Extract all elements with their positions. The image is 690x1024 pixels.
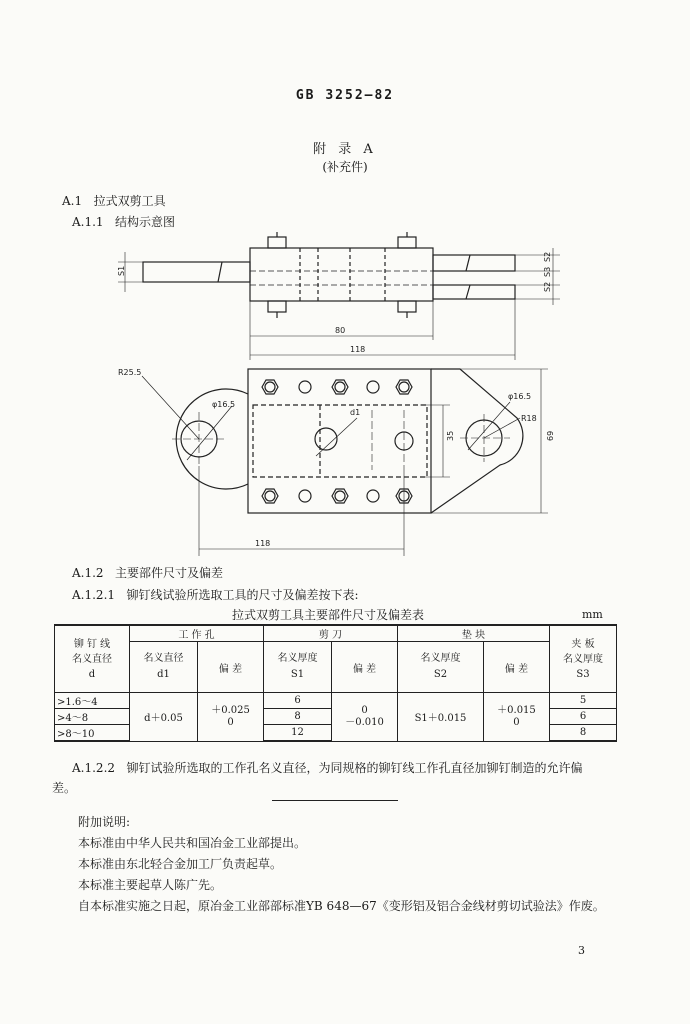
plate-thickness-value: 8 xyxy=(550,725,617,742)
sub-pad-deviation: 偏 差 xyxy=(483,642,549,693)
dim-d1: d1 xyxy=(350,408,361,417)
hole-deviation-value: ＋0.025 0 xyxy=(198,693,264,742)
group-shear-blade: 剪 刀 xyxy=(264,625,398,642)
table-caption: 拉式双剪工具主要部件尺寸及偏差表 xyxy=(232,608,425,622)
section-a12-title: 主要部件尺寸及偏差 xyxy=(115,566,224,580)
table-row xyxy=(55,693,617,709)
notes-line: 本标准由东北轻合金加工厂负责起草。 xyxy=(78,857,283,871)
sub-hole-diameter: 名义直径 d1 xyxy=(130,642,198,693)
plate-thickness-value: 6 xyxy=(550,709,617,725)
section-a121 xyxy=(72,586,359,603)
col-rivet-diameter: 铆 钉 线 名义直径 d xyxy=(55,625,130,693)
dim-r25-5: R25.5 xyxy=(118,368,142,377)
dim-s3-mid: S3 xyxy=(543,266,552,277)
dim-118-side: 118 xyxy=(350,345,366,354)
dim-s2-bottom: S2 xyxy=(543,281,552,292)
section-a121-number: A.1.2.1 xyxy=(72,588,116,602)
divider xyxy=(272,800,398,801)
section-a12-number: A.1.2 xyxy=(72,566,104,580)
section-a1-title: 拉式双剪工具 xyxy=(93,194,166,208)
section-a11-number: A.1.1 xyxy=(72,215,104,229)
dim-phi16-5-left: φ16.5 xyxy=(212,400,236,409)
plate-thickness-value: 5 xyxy=(550,693,617,709)
section-a11-title: 结构示意图 xyxy=(115,215,176,229)
notes-line: 本标准由中华人民共和国冶金工业部提出。 xyxy=(78,836,307,850)
section-a1-number: A.1 xyxy=(62,194,83,208)
notes-title: 附加说明: xyxy=(78,815,131,829)
dim-s2-top: S2 xyxy=(543,251,552,262)
blade-thickness-value: 6 xyxy=(264,693,332,709)
section-a122-number: A.1.2.2 xyxy=(72,761,116,775)
dim-r18: R18 xyxy=(521,414,537,423)
blade-thickness-value: 8 xyxy=(264,709,332,725)
rivet-range: >4～8 xyxy=(55,709,130,725)
col-plate-thickness: 夹 板 名义厚度 S3 xyxy=(550,625,617,693)
side-view xyxy=(118,232,560,360)
tool-drawing xyxy=(0,225,690,560)
blade-thickness-value: 12 xyxy=(264,725,332,742)
spec-table xyxy=(54,624,617,742)
notes-line: 本标准主要起草人陈广先。 xyxy=(78,878,223,892)
standard-number: GB 3252—82 xyxy=(295,88,395,103)
group-working-hole: 工 作 孔 xyxy=(130,625,264,642)
sub-blade-deviation: 偏 差 xyxy=(332,642,398,693)
sub-hole-deviation: 偏 差 xyxy=(198,642,264,693)
table-subheader-row xyxy=(55,642,617,693)
additional-notes xyxy=(78,812,605,917)
dim-69: 69 xyxy=(546,430,555,441)
pad-thickness-value: S1＋0.015 xyxy=(398,693,484,742)
pad-deviation-value: ＋0.015 0 xyxy=(483,693,549,742)
section-a122 xyxy=(72,759,582,776)
dim-phi16-5-right: φ16.5 xyxy=(508,392,532,401)
dim-s1-left: S1 xyxy=(117,265,126,276)
rivet-range: >1.6～4 xyxy=(55,693,130,709)
dim-80: 80 xyxy=(335,326,346,335)
section-a121-text: 铆钉线试验所选取工具的尺寸及偏差按下表: xyxy=(126,588,359,602)
section-a12 xyxy=(72,564,223,581)
sub-blade-thickness: 名义厚度 S1 xyxy=(264,642,332,693)
section-a122-line2: 差。 xyxy=(52,781,77,795)
top-view xyxy=(142,369,548,556)
section-a1 xyxy=(62,192,166,209)
page-number: 3 xyxy=(578,944,585,957)
appendix-title: 附 录 A xyxy=(313,142,377,157)
sub-pad-thickness: 名义厚度 S2 xyxy=(398,642,484,693)
appendix-subtitle: (补充件) xyxy=(322,160,368,174)
group-pad-block: 垫 块 xyxy=(398,625,550,642)
dim-118-top: 118 xyxy=(255,539,271,548)
blade-deviation-value: 0 －0.010 xyxy=(332,693,398,742)
table-header-row xyxy=(55,625,617,642)
section-a122-line1: 铆钉试验所选取的工作孔名义直径，为同规格的铆钉线工作孔直径加铆钉制造的允许偏 xyxy=(126,761,583,775)
rivet-range: >8～10 xyxy=(55,725,130,742)
hole-diameter-value: d＋0.05 xyxy=(130,693,198,742)
dim-35: 35 xyxy=(446,430,455,441)
notes-line: 自本标准实施之日起，原冶金工业部部标准YB 648—67《变形铝及铝合金线材剪切试验法》作废。 xyxy=(78,899,605,913)
table-unit: mm xyxy=(582,608,603,621)
